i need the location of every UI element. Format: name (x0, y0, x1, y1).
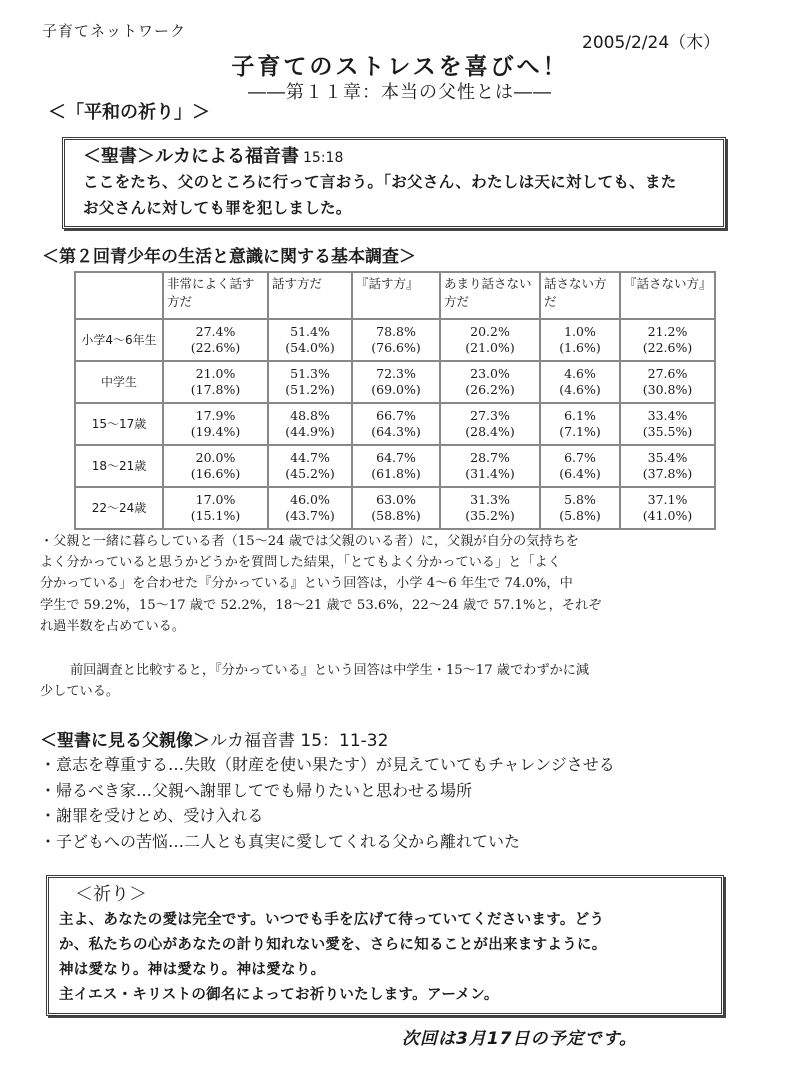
table-row (75, 403, 715, 445)
table-cell: 20.2% (21.0%) (440, 319, 540, 361)
table-cell: 4.6% (4.6%) (540, 361, 620, 403)
father-image-reference: ルカ福音書 15：11-32 (210, 731, 389, 751)
table-row (75, 487, 715, 529)
table-cell: 1.0% (1.6%) (540, 319, 620, 361)
page-subtitle: ――第１１章：本当の父性とは―― (248, 82, 552, 103)
table-cell: 35.4% (37.8%) (620, 445, 715, 487)
table-cell: 6.7% (6.4%) (540, 445, 620, 487)
table-cell: 48.8% (44.9%) (268, 403, 352, 445)
table-cell: 37.1% (41.0%) (620, 487, 715, 529)
table-cell: 27.4% (22.6%) (163, 319, 268, 361)
row-label: 中学生 (75, 361, 163, 403)
table-cell: 27.3% (28.4%) (440, 403, 540, 445)
table-cell: 28.7% (31.4%) (440, 445, 540, 487)
table-cell: 20.0% (16.6%) (163, 445, 268, 487)
row-label: 22～24歳 (75, 487, 163, 529)
table-cell: 51.3% (51.2%) (268, 361, 352, 403)
table-cell: 21.2% (22.6%) (620, 319, 715, 361)
commentary-line: 学生で 59.2%，15～17 歳で 52.2%，18～21 歳で 53.6%，22～24 歳で 57.1%と，それぞ (40, 597, 602, 613)
table-header-cell: 『話す方』 (352, 272, 440, 319)
table-cell: 78.8% (76.6%) (352, 319, 440, 361)
page-title: 子育てのストレスを喜びへ！ (231, 54, 569, 80)
table-header-cell (75, 272, 163, 319)
table-cell: 27.6% (30.8%) (620, 361, 715, 403)
table-cell: 17.9% (19.4%) (163, 403, 268, 445)
table-header-cell: あまり話さない方だ (440, 272, 540, 319)
commentary-line: れ過半数を占めている。 (40, 618, 186, 634)
prayer-line: か、私たちの心があなたの計り知れない愛を、さらに知ることが出来ますように。 (59, 937, 607, 953)
table-cell: 51.4% (54.0%) (268, 319, 352, 361)
comparison-line: 前回調査と比較すると，『分かっている』という回答は中学生・15～17 歳でわずかに減 (70, 663, 590, 678)
commentary-line: よく分かっていると思うかどうかを質問した結果，「とてもよく分かっている」と「よく (40, 555, 561, 571)
table-cell: 66.7% (64.3%) (352, 403, 440, 445)
table-row (75, 445, 715, 487)
scripture-line: お父さんに対しても罪を犯しました。 (83, 199, 352, 217)
document-date: 2005/2/24（木） (582, 33, 721, 53)
prayer-line: 主イエス・キリストの御名によってお祈りいたします。アーメン。 (59, 987, 499, 1003)
list-item: ・意志を尊重する…失敗（財産を使い果たす）が見えていてもチャレンジさせる (40, 755, 615, 774)
list-item: ・謝罪を受けとめ、受け入れる (40, 806, 264, 825)
scripture-line: ここをたち、父のところに行って言おう。「お父さん、わたしは天に対しても、また (83, 173, 677, 191)
table-cell: 72.3% (69.0%) (352, 361, 440, 403)
table-cell: 63.0% (58.8%) (352, 487, 440, 529)
row-label: 18～21歳 (75, 445, 163, 487)
next-meeting-note: 次回は3月17日の予定です。 (402, 1029, 638, 1049)
table-cell: 64.7% (61.8%) (352, 445, 440, 487)
prayer-title: ＜祈り＞ (75, 884, 147, 905)
father-image-heading (40, 726, 388, 751)
father-image-title: ＜聖書に見る父親像＞ (40, 731, 210, 751)
list-item: ・子どもへの苦悩…二人とも真実に愛してくれる父から離れていた (40, 831, 521, 851)
prayer-line: 主よ、あなたの愛は完全です。いつでも手を広げて待っていてくださいます。どう (59, 912, 605, 928)
comparison-line: 少している。 (40, 684, 120, 700)
table-cell: 21.0% (17.8%) (163, 361, 268, 403)
scripture-reference: 15:18 (303, 150, 344, 166)
survey-table (74, 271, 716, 530)
survey-comparison (40, 660, 740, 702)
prayer-box (46, 875, 724, 1016)
table-header-cell: 非常によく話す方だ (163, 272, 268, 319)
prayer-line: 神は愛なり。神は愛なり。神は愛なり。 (59, 962, 326, 978)
table-cell: 44.7% (45.2%) (268, 445, 352, 487)
father-image-list (40, 752, 615, 854)
survey-heading: ＜第２回青少年の生活と意識に関する基本調査＞ (42, 247, 416, 267)
commentary-line: 分かっている」を合わせた『分かっている』という回答は，小学 4～6 年生で 74.0%，中 (40, 576, 573, 592)
table-row (75, 361, 715, 403)
survey-commentary (40, 531, 740, 637)
table-cell: 6.1% (7.1%) (540, 403, 620, 445)
table-cell: 33.4% (35.5%) (620, 403, 715, 445)
table-cell: 5.8% (5.8%) (540, 487, 620, 529)
scripture-title: ＜聖書＞ルカによる福音書 (83, 146, 299, 167)
scripture-box (62, 137, 726, 229)
table-header-cell: 話す方だ (268, 272, 352, 319)
table-cell: 46.0% (43.7%) (268, 487, 352, 529)
list-item: ・帰るべき家…父親へ謝罪してでも帰りたいと思わせる場所 (40, 780, 473, 800)
table-cell: 17.0% (15.1%) (163, 487, 268, 529)
scripture-title-row (83, 146, 713, 169)
table-row (75, 319, 715, 361)
table-header-cell: 『話さない方』 (620, 272, 715, 319)
table-header-row (75, 272, 715, 319)
row-label: 小学4～6年生 (75, 319, 163, 361)
organization-name: 子育てネットワーク (42, 22, 187, 40)
commentary-line: ・父親と一緒に暮らしている者（15～24 歳では父親のいる者）に，父親が自分の気持ちを (40, 534, 579, 549)
table-header-cell: 話さない方だ (540, 272, 620, 319)
section-heading-peace-prayer: ＜「平和の祈り」＞ (48, 102, 210, 123)
table-cell: 31.3% (35.2%) (440, 487, 540, 529)
row-label: 15～17歳 (75, 403, 163, 445)
table-cell: 23.0% (26.2%) (440, 361, 540, 403)
